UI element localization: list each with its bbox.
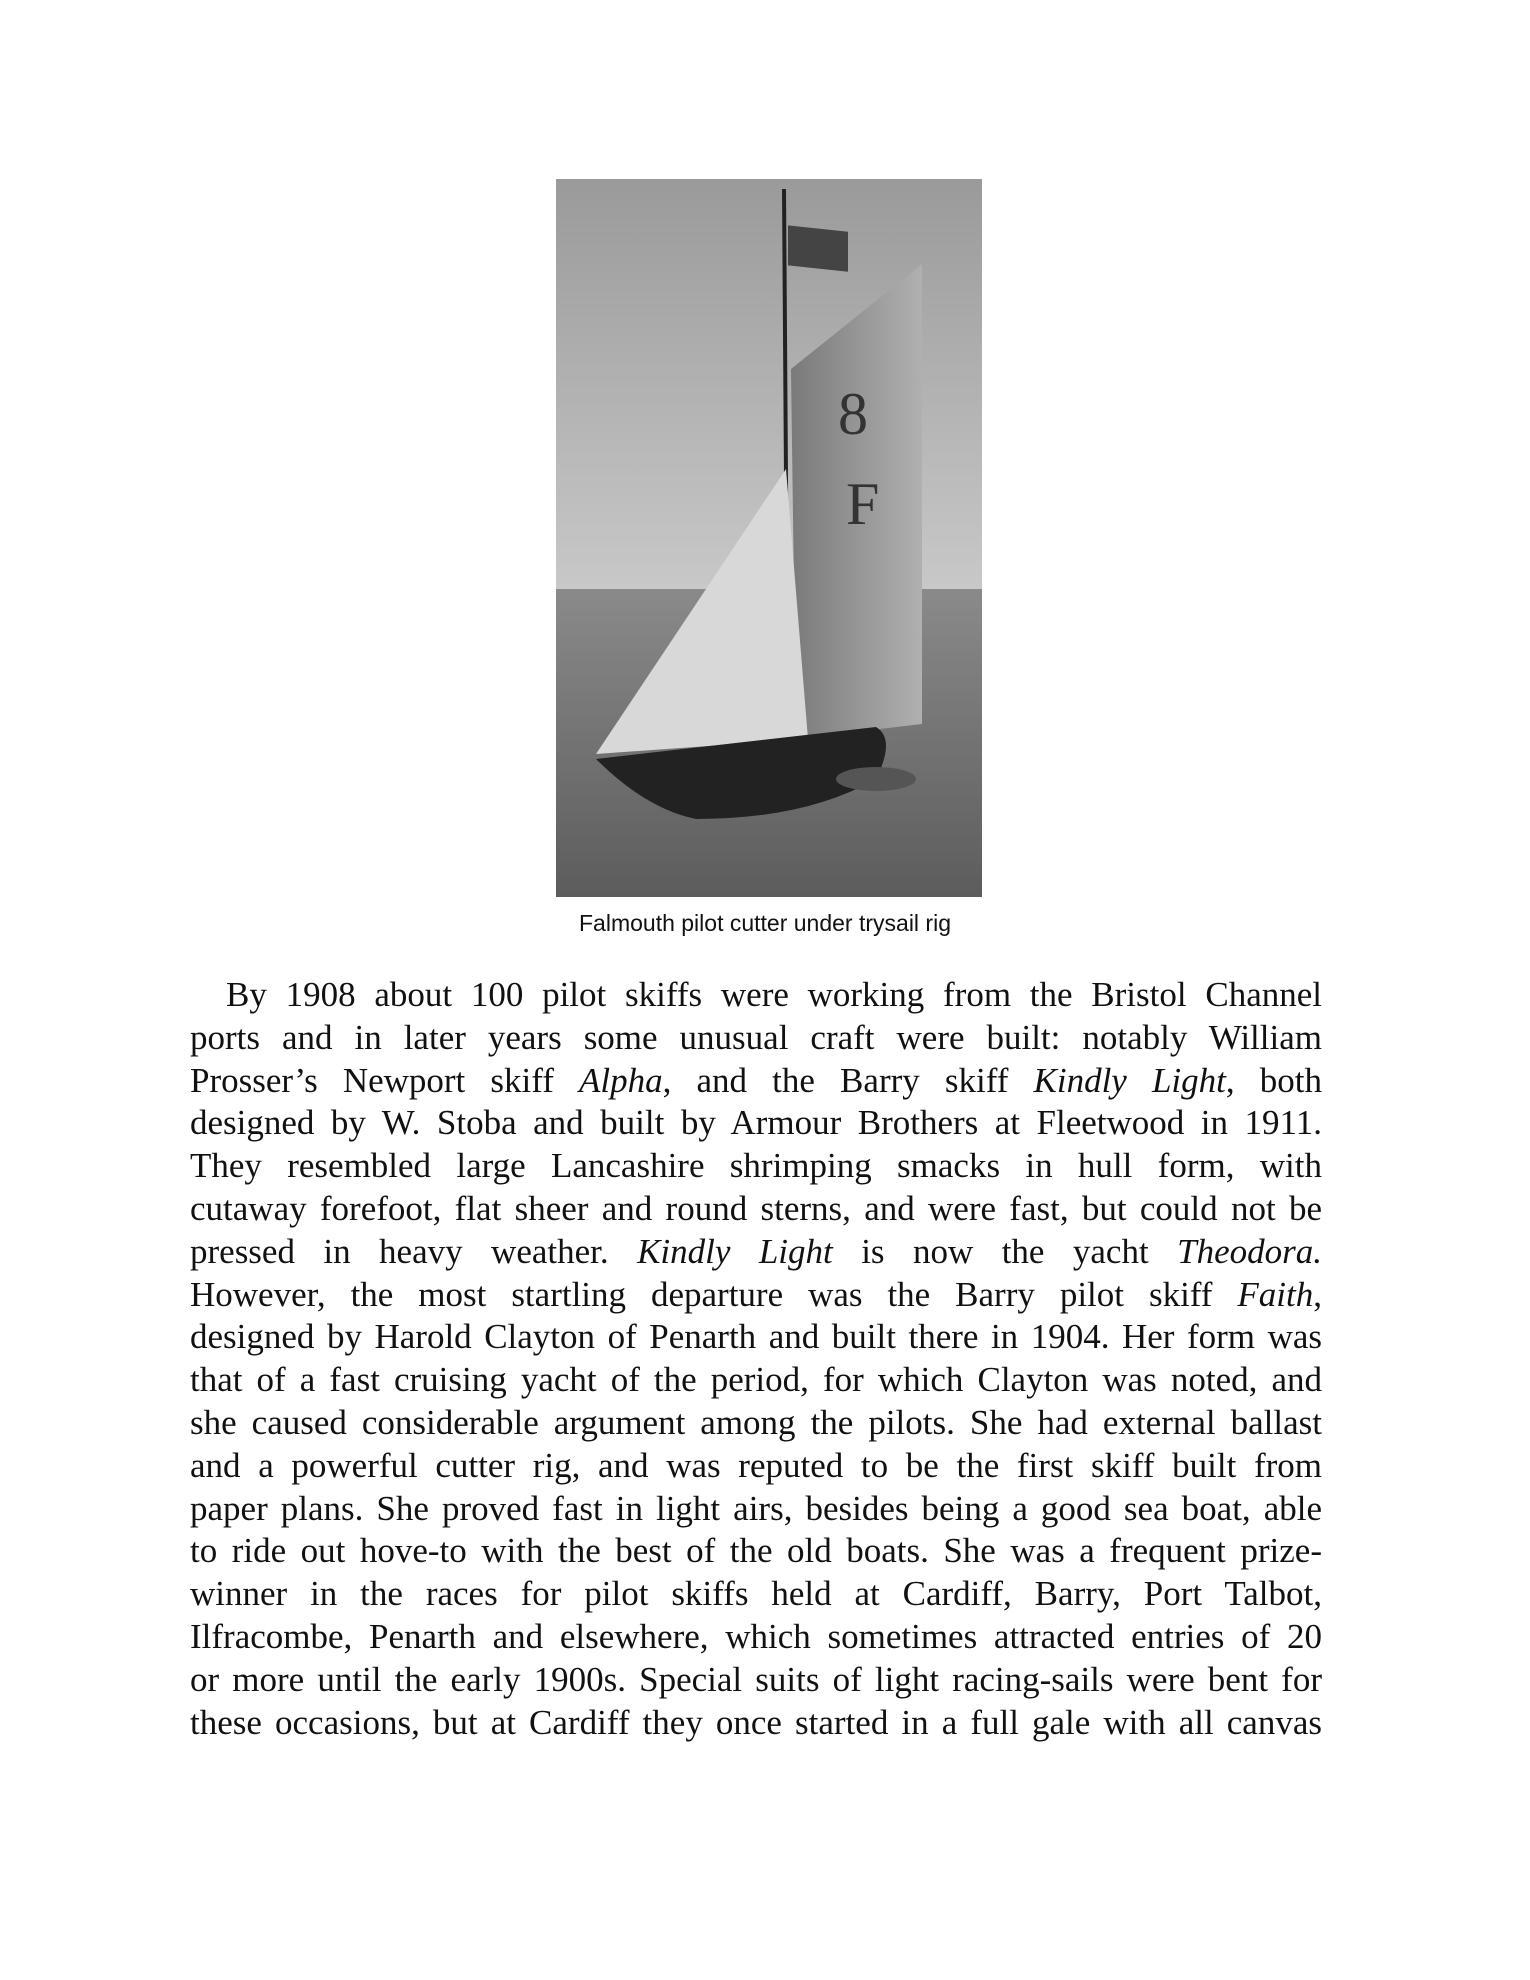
text-line [190, 1530, 1322, 1573]
pilot-cutter-photo [556, 179, 982, 897]
text-segment: cutaway forefoot, flat sheer and round sterns, and were fast, but could not be [190, 1188, 1322, 1228]
sail-letter: F [846, 471, 880, 537]
text-line [190, 1488, 1322, 1531]
text-line [190, 1231, 1322, 1274]
text-line [190, 1316, 1322, 1359]
text-line [190, 1659, 1322, 1702]
sail-number: 8 [838, 381, 868, 447]
text-line [190, 1102, 1322, 1145]
text-segment: these occasions, but at Cardiff they once started in a full gale with all canvas [190, 1702, 1322, 1742]
text-line [190, 1188, 1322, 1231]
flag [788, 225, 848, 271]
text-line [190, 1573, 1322, 1616]
text-segment: winner in the races for pilot skiffs held at Cardiff, Barry, Port Talbot, [190, 1574, 1322, 1614]
text-line [190, 1274, 1322, 1317]
text-segment: or more until the early 1900s. Special suits of light racing-sails were bent for [190, 1659, 1322, 1699]
vessel-name: Kindly Light [1033, 1060, 1226, 1100]
text-segment: Ilfracombe, Penarth and elsewhere, which sometimes attracted entries of 20 [190, 1616, 1322, 1656]
body-paragraph [190, 974, 1322, 1744]
text-line [190, 1445, 1322, 1488]
text-line [190, 1060, 1322, 1103]
text-line [190, 1359, 1322, 1402]
vessel-name: Alpha [579, 1060, 663, 1100]
text-segment: she caused considerable argument among the pilots. She had external ballast [190, 1402, 1322, 1442]
vessel-name: Faith [1237, 1274, 1314, 1314]
text-segment: designed by W. Stoba and built by Armour Brothers at Fleetwood in 1911. [190, 1103, 1322, 1143]
text-line [190, 1616, 1322, 1659]
text-segment: and a powerful cutter rig, and was reputed to be the first skiff built from [190, 1445, 1322, 1485]
text-segment: , and the Barry skiff [662, 1060, 1034, 1100]
text-segment: They resembled large Lancashire shrimping smacks in hull form, with [190, 1146, 1322, 1186]
vessel-name: Theodora. [1177, 1231, 1322, 1271]
text-segment: By 1908 about 100 pilot skiffs were working from the Bristol Channel [226, 975, 1322, 1014]
text-segment: paper plans. She proved fast in light airs, besides being a good sea boat, able [190, 1488, 1322, 1528]
text-segment: ports and in later years some unusual craft were built: notably William [190, 1017, 1322, 1057]
text-segment: However, the most startling departure was the Barry pilot skiff [190, 1274, 1238, 1314]
text-segment: pressed in heavy weather. [190, 1231, 638, 1271]
text-segment: to ride out hove-to with the best of the old boats. She was a frequent prize- [190, 1531, 1322, 1571]
dinghy [836, 767, 916, 791]
text-line [190, 974, 1322, 1017]
figure-caption: Falmouth pilot cutter under trysail rig [579, 910, 951, 936]
text-line [190, 1702, 1322, 1745]
vessel-name: Kindly Light [637, 1231, 833, 1271]
text-line [190, 1017, 1322, 1060]
text-segment: , [1313, 1274, 1322, 1314]
text-segment: Prosser’s Newport skiff [190, 1060, 580, 1100]
text-line [190, 1402, 1322, 1445]
text-segment: is now the yacht [832, 1231, 1178, 1271]
text-segment: that of a fast cruising yacht of the period, for which Clayton was noted, and [190, 1360, 1322, 1400]
text-line [190, 1145, 1322, 1188]
text-segment: designed by Harold Clayton of Penarth and built there in 1904. Her form was [190, 1317, 1322, 1357]
text-segment: , both [1225, 1060, 1322, 1100]
